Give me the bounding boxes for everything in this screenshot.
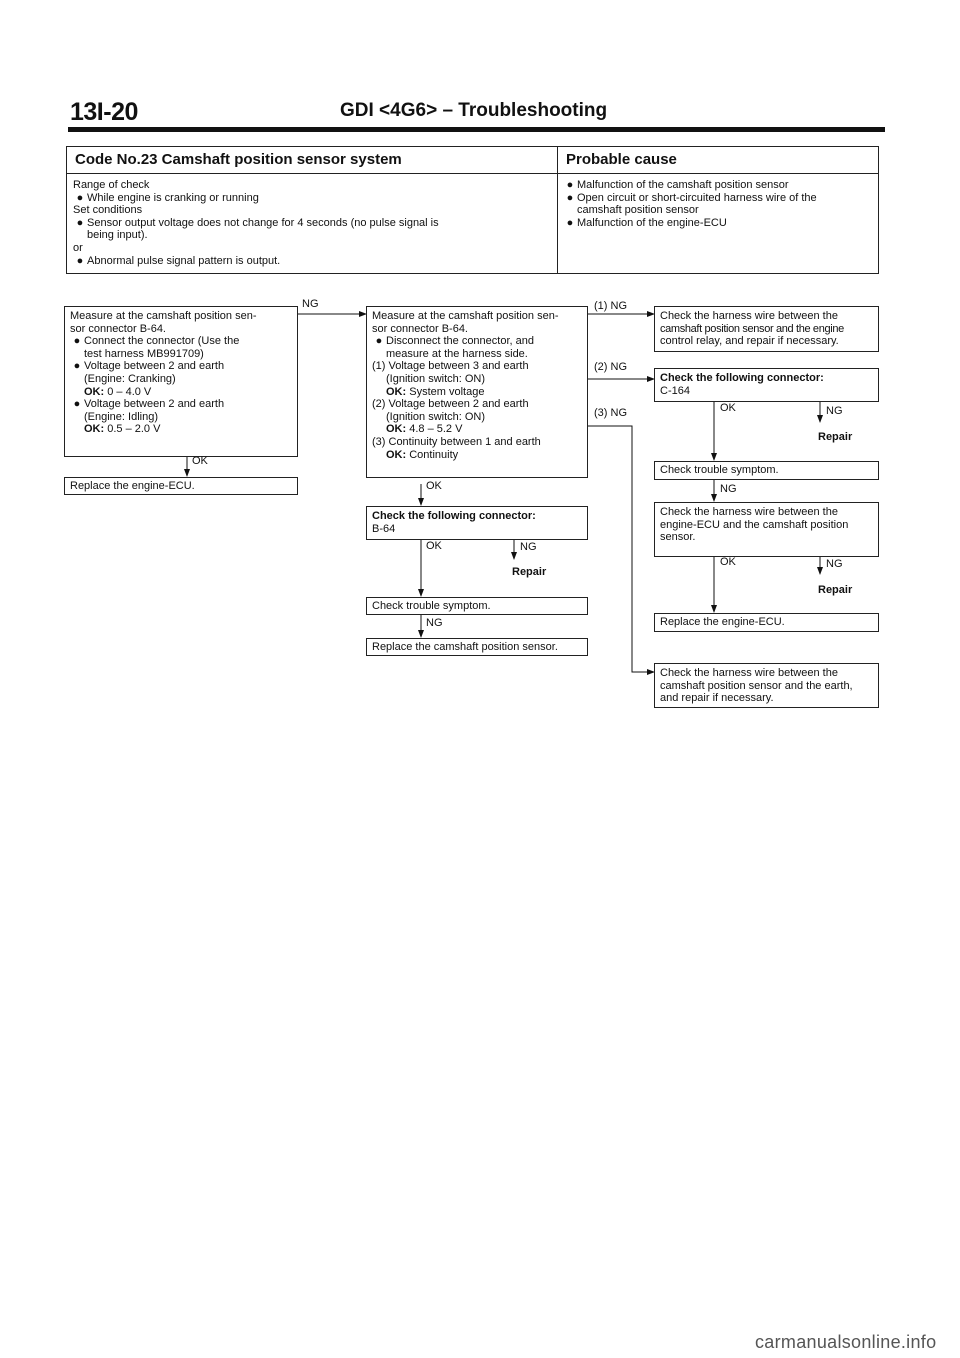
measure-step: (Engine: Idling): [84, 410, 158, 423]
check-harness-line: engine-ECU and the camshaft position: [660, 518, 849, 531]
boxD-repair-label: Repair: [818, 584, 853, 596]
set-heading: Set conditions: [73, 204, 143, 217]
measure-step: measure at the harness side.: [386, 347, 528, 360]
measure-step: (Engine: Cranking): [84, 372, 176, 385]
measure-step: (3) Continuity between 1 and earth: [372, 435, 541, 448]
replace-sensor-text: Replace the camshaft position sensor.: [372, 641, 558, 653]
check-harness-line: Check the harness wire between the: [660, 667, 838, 679]
ng2-label: (2) NG: [594, 361, 627, 373]
boxB-ng-label: NG: [826, 405, 843, 417]
box1-ng-label: NG: [302, 298, 319, 310]
measure-step: sor connector B-64.: [372, 322, 468, 335]
measure-step: (1) Voltage between 3 and earth: [372, 360, 529, 373]
measure-ok: OK: 0.5 – 2.0 V: [84, 423, 161, 436]
check-harness-line: and repair if necessary.: [660, 692, 774, 705]
bullet-icon: ●: [566, 191, 574, 204]
check-connector-box-b64: [366, 506, 588, 540]
range-heading: Range of check: [73, 179, 150, 191]
box3-ok-label: OK: [426, 540, 442, 552]
range-item: ● While engine is cranking or running: [73, 192, 439, 205]
measure-box-2: [366, 306, 588, 478]
replace-ecu-box-right: [654, 613, 879, 632]
measure-step: ● Connect the connector (Use the: [70, 335, 292, 348]
measure-step: sor connector B-64.: [70, 322, 166, 335]
bullet-icon: ●: [73, 335, 81, 348]
code-table-title: Code No.23 Camshaft position sensor system: [75, 151, 402, 168]
connector-ng3: [588, 426, 654, 672]
check-harness-relay-box: [654, 306, 879, 352]
check-harness-line: Check the harness wire between the: [660, 310, 838, 322]
box3-ng-label: NG: [520, 541, 537, 553]
replace-ecu-text: Replace the engine-ECU.: [660, 616, 785, 628]
set-item: ● Sensor output voltage does not change for 4 seconds (no pulse signal is: [73, 217, 439, 230]
bullet-icon: ●: [566, 179, 574, 191]
check-harness-line: camshaft position sensor and the earth,: [660, 679, 853, 692]
measure-step: (Ignition switch: ON): [386, 372, 486, 385]
page-title: GDI <4G6> – Troubleshooting: [340, 100, 608, 121]
check-harness-line: Check the harness wire between the: [660, 506, 838, 518]
or-text: or: [73, 241, 83, 254]
connector-id: B-64: [372, 522, 396, 535]
bullet-icon: ●: [566, 216, 574, 229]
check-connector-title: Check the following connector:: [372, 510, 536, 522]
measure-ok: OK: 0 – 4.0 V: [84, 385, 152, 398]
boxD-ng-label: NG: [826, 558, 843, 570]
check-harness-ecu-box: [654, 502, 879, 557]
cause-item: ● Malfunction of the camshaft position sensor: [563, 179, 817, 192]
boxD-ok-label: OK: [720, 556, 736, 568]
box3-repair-label: Repair: [512, 566, 547, 578]
measure-step: ● Voltage between 2 and earth: [70, 398, 292, 411]
check-harness-earth-box: [654, 663, 879, 708]
check-connector-title: Check the following connector:: [660, 372, 824, 384]
bullet-icon: ●: [76, 191, 84, 204]
check-harness-line: sensor.: [660, 531, 696, 544]
probable-cause-heading: Probable cause: [566, 151, 677, 168]
bullet-icon: ●: [375, 335, 383, 348]
connector-id: C-164: [660, 384, 690, 397]
check-trouble-symptom-box-2: [654, 461, 879, 480]
measure-step: ● Voltage between 2 and earth: [70, 360, 292, 373]
measure-step: Measure at the camshaft position sen-: [372, 310, 559, 322]
bullet-icon: ●: [76, 216, 84, 229]
check-harness-line: control relay, and repair if necessary.: [660, 335, 839, 348]
measure-box-1: [64, 306, 298, 457]
set-item-cont: being input).: [87, 229, 148, 242]
check-connector-box-c164: [654, 368, 879, 402]
measure-step: (2) Voltage between 2 and earth: [372, 398, 529, 411]
bullet-icon: ●: [73, 360, 81, 373]
ng3-label: (3) NG: [594, 407, 627, 419]
set-item-2: ● Abnormal pulse signal pattern is output.: [73, 255, 439, 268]
boxB-repair-label: Repair: [818, 431, 853, 443]
replace-ecu-box-left: [64, 477, 298, 495]
check-harness-line: camshaft position sensor and the engine: [660, 322, 844, 335]
measure-ok: OK: 4.8 – 5.2 V: [386, 423, 463, 436]
page-number: 13I-20: [70, 98, 138, 126]
box2-ok-label: OK: [426, 480, 442, 492]
check-trouble-text: Check trouble symptom.: [660, 464, 779, 476]
measure-step: Measure at the camshaft position sen-: [70, 310, 257, 322]
replace-ecu-text: Replace the engine-ECU.: [70, 480, 195, 492]
check-trouble-text: Check trouble symptom.: [372, 600, 491, 612]
boxB-ok-label: OK: [720, 402, 736, 414]
cause-item-cont: camshaft position sensor: [577, 204, 699, 217]
bullet-icon: ●: [76, 254, 84, 267]
measure-ok: OK: System voltage: [386, 385, 485, 398]
replace-sensor-box: [366, 638, 588, 656]
cause-item: ● Malfunction of the engine-ECU: [563, 217, 817, 230]
watermark: carmanualsonline.info: [755, 1332, 937, 1352]
box4-ng-label: NG: [426, 617, 443, 629]
box1-ok-label: OK: [192, 455, 208, 467]
bullet-icon: ●: [73, 398, 81, 411]
cause-item: ● Open circuit or short-circuited harness wire of the: [563, 192, 817, 205]
measure-step: test harness MB991709): [84, 347, 204, 360]
boxC-ng-label: NG: [720, 483, 737, 495]
ng1-label: (1) NG: [594, 300, 627, 312]
measure-ok: OK: Continuity: [386, 448, 459, 461]
measure-step: (Ignition switch: ON): [386, 410, 486, 423]
check-trouble-symptom-box-1: [366, 597, 588, 615]
measure-step: ● Disconnect the connector, and: [372, 335, 582, 348]
